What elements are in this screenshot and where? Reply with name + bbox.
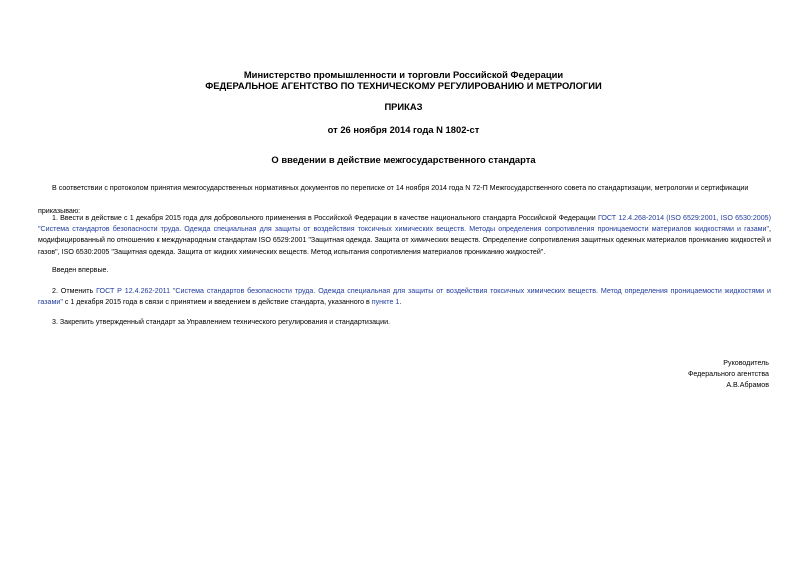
item-3-paragraph: 3. Закрепить утвержденный стандарт за Управлением технического регулирования и стандартизации. — [52, 318, 391, 326]
signature-name: А.В.Абрамов — [726, 381, 769, 389]
intro-paragraph: В соответствии с протоколом принятия межгосударственных нормативных документов по переписке от 14 ноября 2014 года N 72-П Межгосударственного совета по стандартизации, метрологии и сертификации — [52, 184, 749, 192]
document-subject: О введении в действие межгосударственного стандарта — [271, 154, 536, 165]
gost-12-4-268-link[interactable]: ГОСТ 12.4.268-2014 (ISO 6529:2001, ISO 6530:2005) "Система стандартов безопасности труда. Одежда специальная для защиты от воздействия токсичных химических веществ. Методы определения сопротивления проницаемости материалов жидкостями и газами" — [38, 214, 771, 234]
item-2-suffix: . — [399, 298, 402, 307]
document-type: ПРИКАЗ — [384, 101, 423, 112]
item-2-middle: с 1 декабря 2015 года в связи с принятием и введением в действие стандарта, указанного в — [62, 298, 372, 307]
item-1-paragraph — [38, 213, 771, 258]
item-2-paragraph — [38, 286, 771, 308]
signature-organization: Федерального агентства — [687, 370, 769, 378]
ministry-name: Министерство промышленности и торговли Российской Федерации — [243, 69, 564, 80]
introduced-first-note: Введен впервые. — [52, 266, 109, 274]
agency-name: ФЕДЕРАЛЬНОЕ АГЕНТСТВО ПО ТЕХНИЧЕСКОМУ РЕГУЛИРОВАНИЮ И МЕТРОЛОГИИ — [205, 80, 602, 91]
orders-word: приказываю: — [38, 207, 81, 215]
item-1-prefix: 1. Ввести в действие с 1 декабря 2015 года для добровольного применения в Российской Федерации в качестве национального стандарта Российской Федерации — [52, 214, 598, 222]
gost-r-12-4-262-link[interactable]: ГОСТ Р 12.4.262-2011 "Система стандартов безопасности труда. Одежда специальная для защиты от воздействия токсичных химических веществ. Метод определения проницаемости жидкостями и газами" — [38, 287, 771, 307]
item-2-prefix: 2. Отменить — [52, 287, 97, 295]
item-1-suffix: , модифицированный по отношению к международным стандартам ISO 6529:2001 "Защитная одежда. Защита от химических веществ. Определение сопротивления защитных одежных материалов прониканию жидкостей и газов", ISO 6530:2005 "Защитная одежда. Защита от жидких химических веществ. Метод испытания сопротивления материалов прониканию жидкостей". — [38, 225, 772, 256]
item-1-reference-link[interactable]: пункте 1 — [371, 298, 400, 307]
document-date-number: от 26 ноября 2014 года N 1802-ст — [327, 124, 480, 135]
signature-position: Руководитель — [723, 359, 769, 367]
